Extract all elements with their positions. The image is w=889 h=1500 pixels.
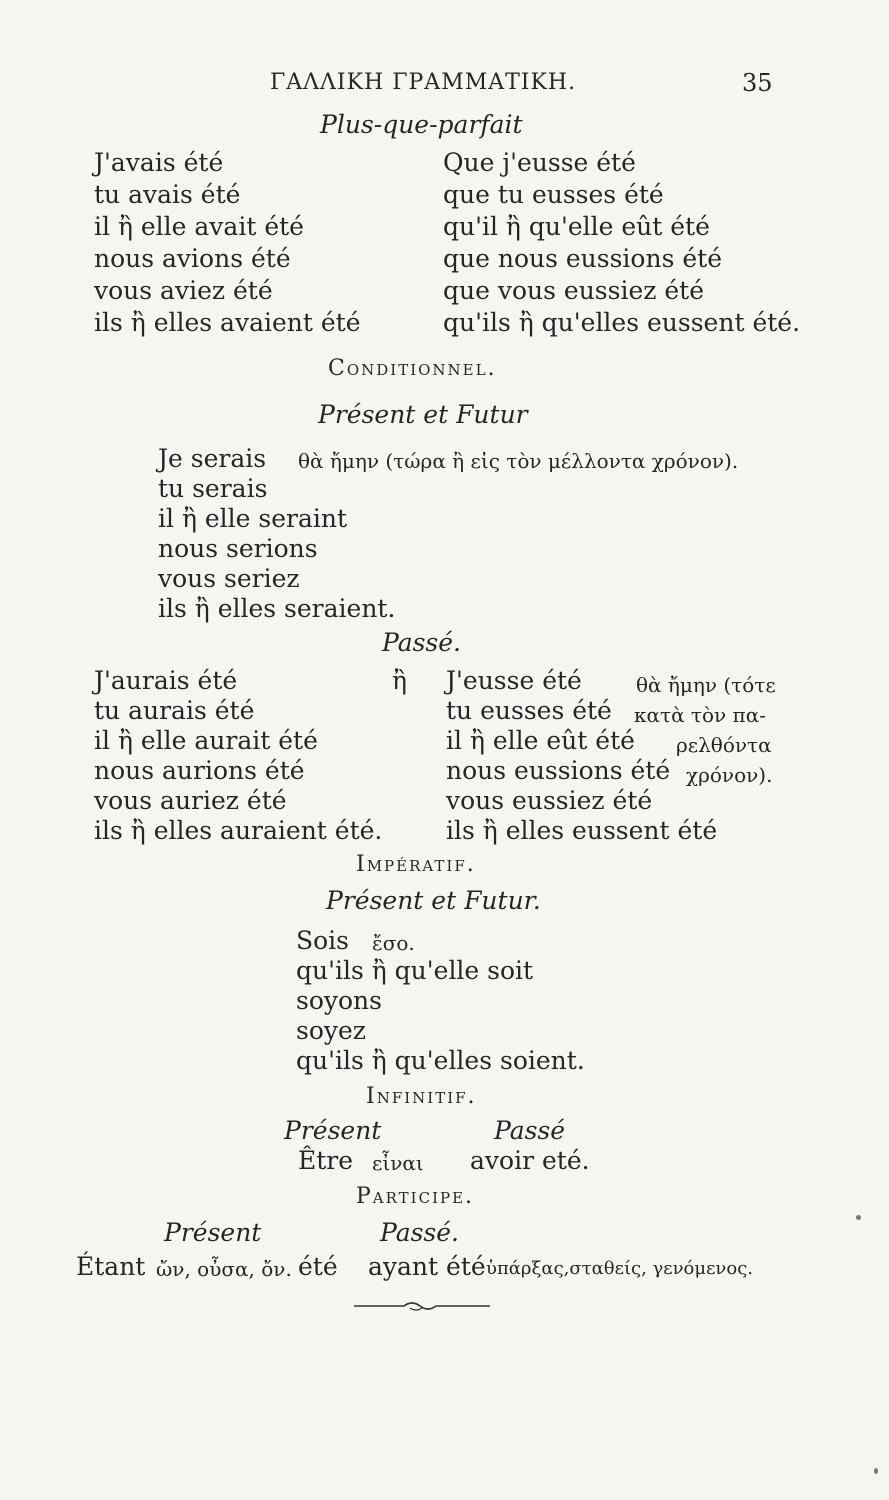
infinitif-present-form: Être [298, 1146, 354, 1175]
cond-passe-left-line: ils ἢ elles auraient été. [94, 816, 383, 845]
imperatif-line: Sois [296, 926, 350, 955]
imperatif-line: qu'ils ἢ qu'elle soit [296, 956, 534, 985]
participe-present-gloss: ὤν, οὖσα, ὄν. [156, 1257, 292, 1281]
pqp-left-line: il ἢ elle avait été [94, 212, 304, 241]
cond-passe-right-line: il ἢ elle eût été [446, 726, 635, 755]
cond-passe-gloss: κατὰ τὸν πα- [634, 703, 766, 727]
cond-passe-left-line: vous auriez été [94, 786, 287, 815]
infinitif-title: Infinitif. [366, 1084, 477, 1109]
imperatif-heading: Présent et Futur. [326, 886, 541, 915]
conditionnel-present-heading: Présent et Futur [318, 400, 528, 429]
cond-passe-left-line: il ἢ elle aurait été [94, 726, 318, 755]
pqp-left-line: ils ἢ elles avaient été [94, 308, 361, 337]
cond-passe-right-line: nous eussions été [446, 756, 671, 785]
imperatif-gloss: ἔσο. [372, 931, 415, 955]
pqp-right-line: que tu eusses été [443, 180, 664, 209]
cond-passe-right-line: vous eussiez été [446, 786, 653, 815]
cond-passe-or: ἢ [392, 666, 407, 695]
page-speck [856, 1215, 861, 1220]
conditionnel-passe-heading: Passé. [382, 628, 462, 657]
cond-present-line: tu serais [158, 474, 268, 503]
pqp-right-line: que nous eussions été [443, 244, 722, 273]
pqp-right-line: que vous eussiez été [443, 276, 704, 305]
cond-passe-right-line: ils ἢ elles eussent été [446, 816, 718, 845]
pqp-right-line: qu'ils ἢ qu'elles eussent été. [443, 308, 801, 337]
plusqueparfait-heading: Plus-que-parfait [320, 110, 523, 139]
participe-passe-gloss: ὑπάρξας,σταθείς, γενόμενος. [486, 1258, 753, 1279]
pqp-right-line: Que j'eusse été [443, 148, 636, 177]
infinitif-passe-form: avoir eté. [470, 1146, 590, 1175]
cond-present-line: vous seriez [158, 564, 300, 593]
participe-present-label: Présent [164, 1218, 262, 1247]
pqp-left-line: vous aviez été [94, 276, 273, 305]
cond-passe-right-line: J'eusse été [446, 666, 582, 695]
pqp-left-line: J'avais été [94, 148, 224, 177]
cond-present-gloss: θὰ ἤμην (τώρα ἢ εἰς τὸν μέλλοντα χρόνον). [298, 449, 739, 473]
cond-passe-right-line: tu eusses été [446, 696, 612, 725]
participe-present-form: Étant [76, 1252, 146, 1281]
cond-present-line: il ἢ elle seraint [158, 504, 348, 533]
pqp-left-line: tu avais été [94, 180, 241, 209]
participe-present-tail: été [298, 1252, 338, 1281]
cond-passe-left-line: J'aurais été [94, 666, 238, 695]
participe-title: Participe. [356, 1184, 475, 1209]
participe-passe-label: Passé. [380, 1218, 460, 1247]
cond-passe-left-line: nous aurions été [94, 756, 305, 785]
cond-present-line: Je serais [158, 444, 267, 473]
conditionnel-title: Conditionnel. [328, 356, 497, 381]
running-title: ΓΑΛΛΙΚΗ ΓΡΑΜΜΑΤΙΚΗ. [270, 70, 577, 95]
infinitif-present-gloss: εἶναι [372, 1151, 424, 1175]
imperatif-line: soyons [296, 986, 382, 1015]
cond-passe-left-line: tu aurais été [94, 696, 255, 725]
cond-present-line: nous serions [158, 534, 318, 563]
cond-passe-gloss: θὰ ἤμην (τότε [636, 673, 776, 697]
cond-present-line: ils ἢ elles seraient. [158, 594, 396, 623]
pqp-right-line: qu'il ἢ qu'elle eût été [443, 212, 710, 241]
pqp-left-line: nous avions été [94, 244, 291, 273]
ornament-rule [352, 1298, 492, 1314]
cond-passe-gloss: ρελθόντα [676, 733, 772, 757]
page-speck [874, 1468, 878, 1474]
cond-passe-gloss: χρόνον). [686, 763, 773, 787]
imperatif-line: soyez [296, 1016, 366, 1045]
infinitif-present-label: Présent [284, 1116, 382, 1145]
imperatif-title: Impératif. [356, 852, 476, 877]
page-number: 35 [742, 69, 773, 97]
infinitif-passe-label: Passé [494, 1116, 566, 1145]
imperatif-line: qu'ils ἢ qu'elles soient. [296, 1046, 585, 1075]
participe-passe-form: ayant été [368, 1252, 486, 1281]
